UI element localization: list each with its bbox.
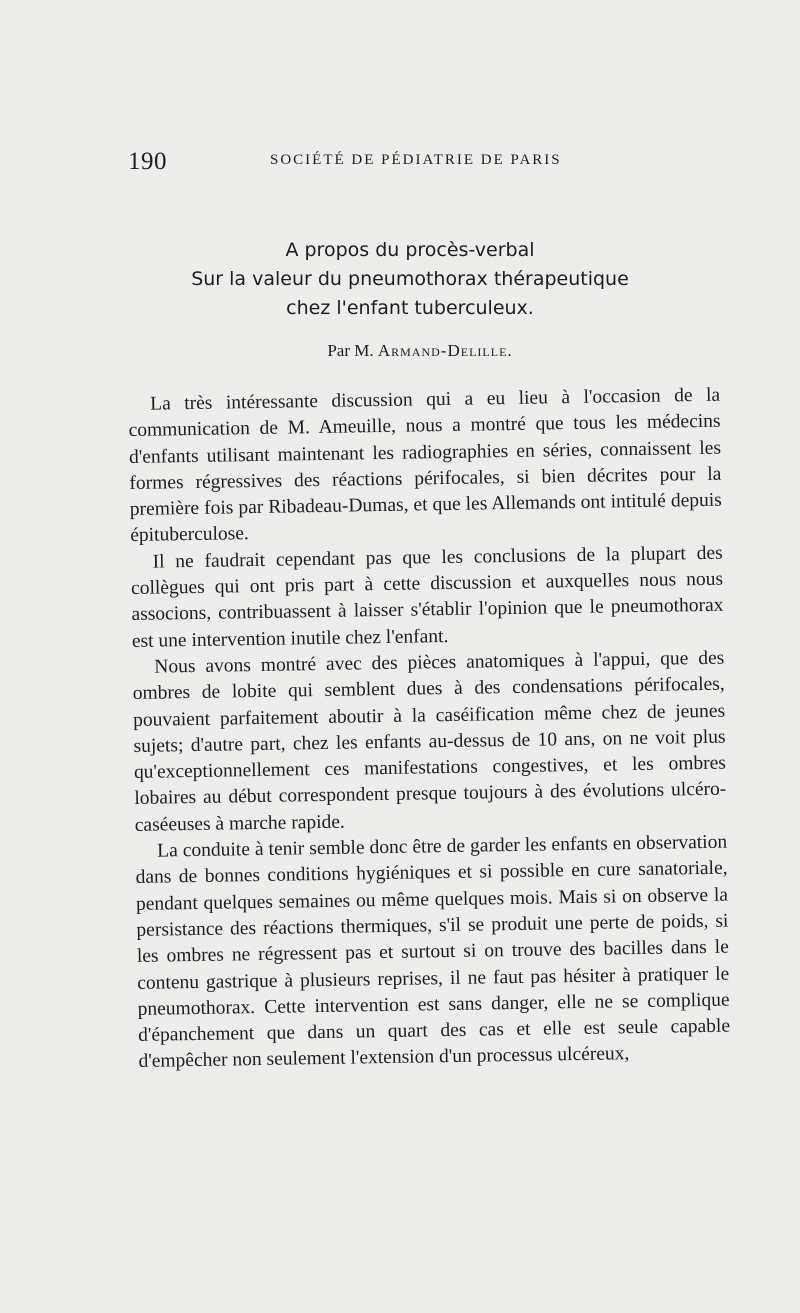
paragraph-4: La conduite à tenir semble donc être de garder les enfants en observation dans de bonnes conditions hygiéniques et si possible en cure sanatoriale, pendant quelques semaines ou même quelques mois. Mais si on observe la persistance des réactions thermiques, s'il se produit une perte de poids, si les ombres ne régressent pas et surtout si on trouve des bacilles dans le contenu gastrique à plusieurs reprises, il ne faut pas hésiter à pratiquer le pneumothorax. Cette intervention est sans danger, elle ne se complique d'épanchement que dans un quart des cas et elle est seule capable d'empêcher non seulement l'extension d'un processus ulcéreux,	[135, 831, 731, 1073]
author-name: Armand-Delille.	[377, 341, 513, 360]
page-number: 190	[128, 148, 167, 175]
article-title	[150, 236, 670, 323]
body-text	[128, 383, 731, 1076]
page-header	[128, 148, 588, 178]
title-line-3: chez l'enfant tuberculeux.	[286, 297, 534, 319]
paragraph-2: Il ne faudrait cependant pas que les conclusions de la plupart des collègues qui ont pris part à cette discussion et auxquelles nous nous associons, contribuassent à laisser s'établir l'opinion que le pneumothorax est une intervention inutile chez l'enfant.	[130, 542, 724, 652]
title-line-1: A propos du procès-verbal	[285, 239, 535, 261]
author-line	[230, 341, 610, 361]
author-prefix: Par M.	[327, 341, 374, 360]
title-line-2: Sur la valeur du pneumothorax thérapeutique	[191, 268, 629, 290]
paragraph-1: La très intéressante discussion qui a eu lieu à l'occasion de la communication de M. Ameuille, nous a montré que tous les médecins d'enfants utilisant maintenant les radiographies en séries, connaissent les formes régressives des réactions périfocales, si bien décrites pour la première fois par Ribadeau-Dumas, et que les Allemands ont intitulé depuis épituberculose.	[128, 384, 722, 547]
paragraph-3: Nous avons montré avec des pièces anatomiques à l'appui, que des ombres de lobite qui semblent dues à des condensations périfocales, pouvaient parfaitement aboutir à la caséification même chez de jeunes sujets; d'autre part, chez les enfants au-dessus de 10 ans, on ne voit plus qu'exceptionnellement ces manifestations congestives, et les ombres lobaires au début correspondent presque toujours à des évolutions ulcéro-caséeuses à marche rapide.	[132, 647, 727, 836]
running-head: SOCIÉTÉ DE PÉDIATRIE DE PARIS	[270, 152, 562, 168]
